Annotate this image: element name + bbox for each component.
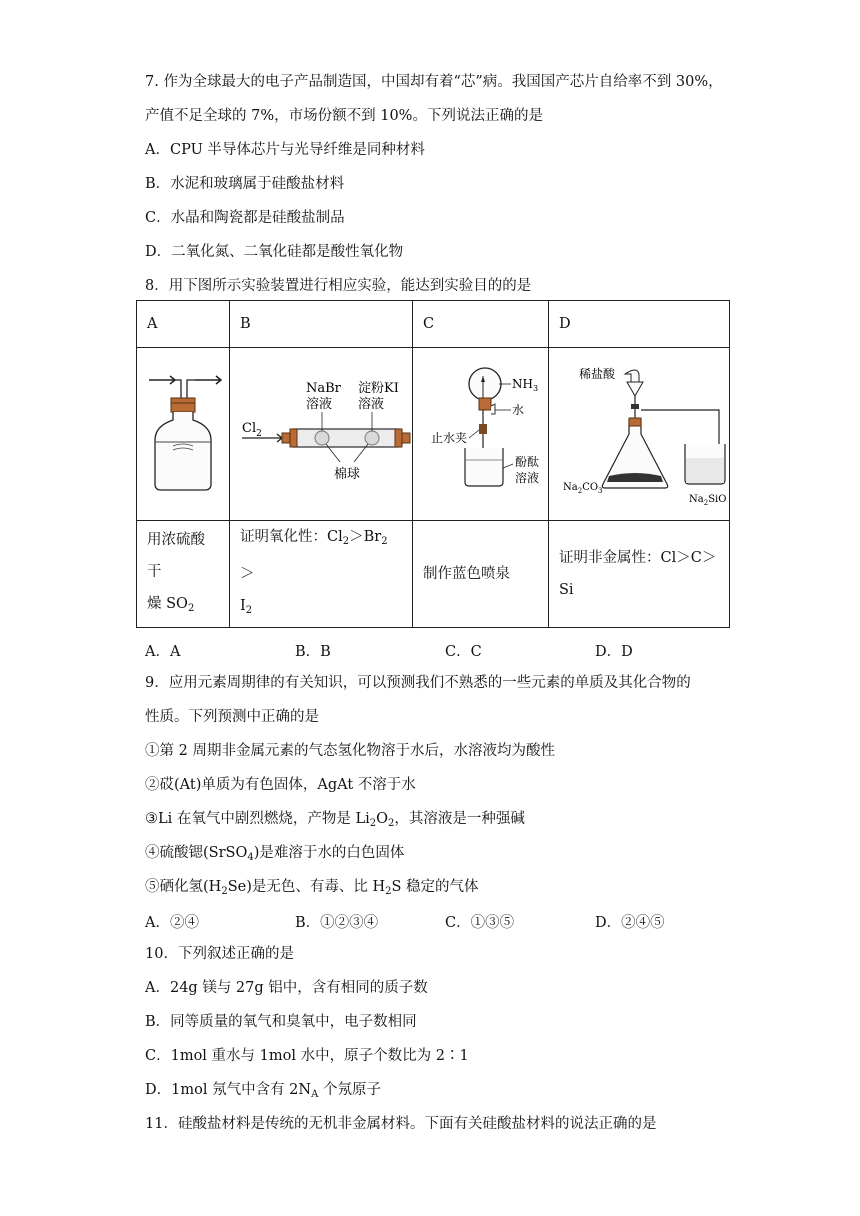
q8-answer-c: C．C [445, 644, 482, 660]
q7-option-d: D．二氧化氮、二氧化硅都是酸性氧化物 [145, 244, 404, 260]
figure-c-cell [413, 348, 549, 521]
nabr-label: NaBr [306, 381, 341, 396]
na2sio3-label: $Na_2SiO$ [689, 494, 727, 507]
water-clamp-label: 止水夹 [431, 431, 468, 445]
q11-stem: 11．硅酸盐材料是传统的无机非金属材料。下面有关硅酸盐材料的说法正确的是 [145, 1116, 657, 1132]
q8-stem: 8．用下图所示实验装置进行相应实验，能达到实验目的的是 [145, 278, 532, 294]
q8-answer-a: A．A [145, 644, 181, 660]
nabr-solution-label: 溶液 [306, 397, 333, 412]
desc-c: 制作蓝色喷泉 [413, 521, 549, 628]
q10-option-c: C．1mol 重水与 1mol 水中，原子个数比为 2∶1 [145, 1048, 469, 1064]
q8-answer-d: D．D [595, 644, 633, 660]
q9-statement-3: ③Li 在氧气中剧烈燃烧，产物是 $Li_2O_2$，其溶液是一种强碱 [145, 811, 525, 829]
q7-stem-line2: 产值不足全球的 7%，市场份额不到 10%。下列说法正确的是 [145, 108, 543, 124]
dilute-hcl-label: 稀盐酸 [579, 367, 616, 381]
nonmetal-comparison-figure [549, 348, 729, 516]
header-c: C [413, 301, 549, 348]
desc-a: 用浓硫酸干 燥 $SO_2$ [137, 521, 230, 628]
header-d: D [549, 301, 730, 348]
gas-washing-bottle-figure [137, 348, 229, 516]
header-a: A [137, 301, 230, 348]
figure-b-cell [230, 348, 413, 521]
desc-d: 证明非金属性：Cl＞C＞ Si [549, 521, 730, 628]
q8-answer-row [145, 640, 745, 660]
q10-option-b: B．同等质量的氧气和臭氧中，电子数相同 [145, 1014, 417, 1030]
figure-d-cell [549, 348, 730, 521]
nh3-label: $NH_3$ [512, 377, 539, 393]
q10-option-d: D．1mol 氖气中含有 $2N_A$ 个氖原子 [145, 1082, 381, 1100]
fountain-figure [413, 348, 548, 516]
q9-answer-b: B．①②③④ [295, 915, 379, 931]
q7-option-b: B．水泥和玻璃属于硅酸盐材料 [145, 176, 345, 192]
q9-answer-c: C．①③⑤ [445, 915, 515, 931]
cotton-ball-label: 棉球 [334, 467, 361, 482]
header-b: B [230, 301, 413, 348]
q9-statement-4: ④硫酸锶(SrSO$_4$)是难溶于水的白色固体 [145, 845, 405, 863]
q7-stem-line1: 7. 作为全球最大的电子产品制造国，中国却有着“芯”病。我国国产芯片自给率不到 30%， [145, 74, 723, 90]
desc-b: 证明氧化性：$Cl_2>Br_2>$ $I_2$ [230, 521, 413, 628]
water-label: 水 [512, 403, 525, 417]
q10-option-a: A．24g 镁与 27g 铝中，含有相同的质子数 [145, 980, 428, 996]
q9-answer-d: D．②④⑤ [595, 915, 665, 931]
phenolphthalein-label: 酚酞 [515, 455, 540, 469]
halogen-tube-figure [230, 348, 412, 516]
q9-statement-2: ②砹(At)单质为有色固体，AgAt 不溶于水 [145, 777, 416, 793]
starch-ki-label: 淀粉KI [358, 381, 399, 396]
na2co3-label: $Na_2CO_3$ [563, 482, 603, 495]
figure-a-cell [137, 348, 230, 521]
phenolphthalein-solution-label: 溶液 [515, 471, 540, 485]
q8-experiment-table [136, 300, 730, 628]
starch-ki-solution-label: 溶液 [358, 397, 385, 412]
q7-option-a: A．CPU 半导体芯片与光导纤维是同种材料 [145, 142, 425, 158]
q9-answer-a: A．②④ [145, 915, 199, 931]
q9-statement-5: ⑤硒化氢$(H_2Se)$是无色、有毒、比 $H_2S$ 稳定的气体 [145, 879, 479, 897]
q7-option-c: C．水晶和陶瓷都是硅酸盐制品 [145, 210, 345, 226]
q9-answer-row [145, 911, 745, 931]
q9-statement-1: ①第 2 周期非金属元素的气态氢化物溶于水后，水溶液均为酸性 [145, 743, 555, 759]
q10-stem: 10．下列叙述正确的是 [145, 946, 294, 962]
cl2-label: $Cl_2$ [242, 421, 262, 439]
q8-answer-b: B．B [295, 644, 331, 660]
q9-stem-line2: 性质。下列预测中正确的是 [145, 709, 319, 725]
q9-stem-line1: 9．应用元素周期律的有关知识，可以预测我们不熟悉的一些元素的单质及其化合物的 [145, 675, 691, 691]
